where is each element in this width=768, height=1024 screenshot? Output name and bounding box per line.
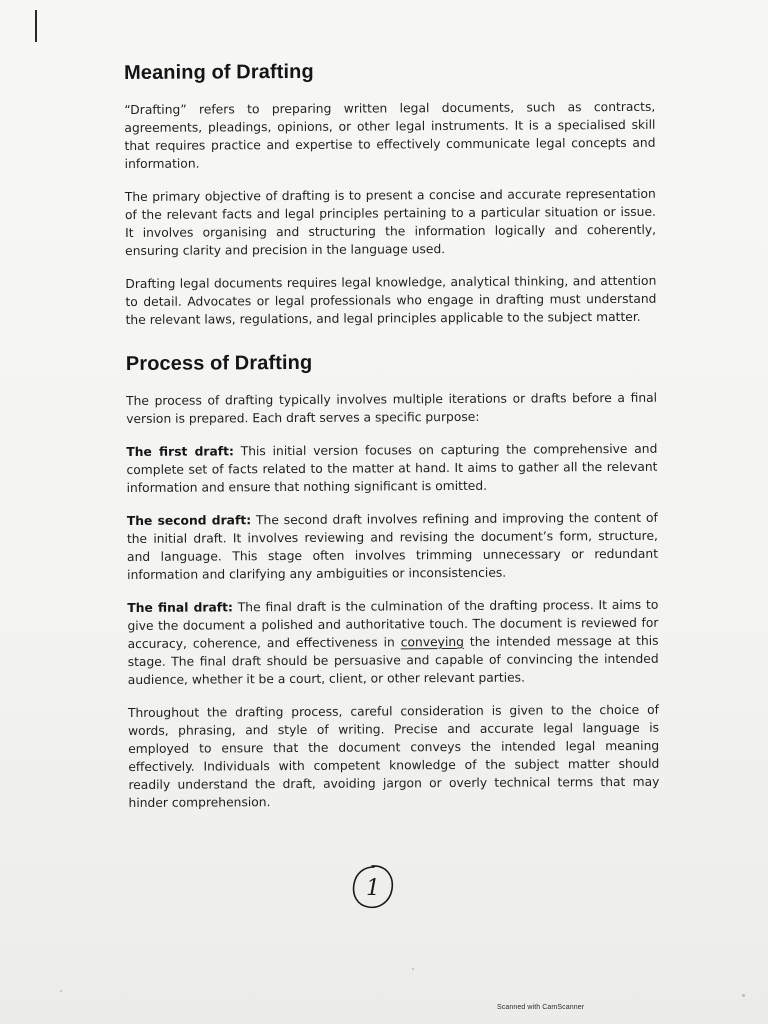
margin-pen-mark bbox=[35, 10, 37, 42]
final-draft-text-a: The final draft is the culmination of the drafting process. It aims to give the document a polished and authoritative touch. The document is reviewed for accuracy, coherence, and effectiveness in bbox=[127, 597, 659, 651]
paragraph-closing: Throughout the drafting process, careful consideration is given to the choice of words, phrasing, and style of writing. Precise and accurate legal language is employed to ensure that the document conveys the intended legal meaning effectively. Individuals with competent knowledge of the subject matter should readily understand the draft, avoiding jargon or overly technical terms that may hinder comprehension. bbox=[127, 702, 660, 810]
paragraph-second-draft bbox=[127, 509, 658, 584]
scan-speck bbox=[60, 990, 62, 992]
second-draft-text: The second draft involves refining and improving the content of the initial draft. It involves reviewing and revising the document’s form, structure, and language. This stage often involves trimming unnecessary or redundant information and clarifying any ambiguities or inconsistencies. bbox=[126, 510, 659, 582]
final-draft-label: The final draft: bbox=[127, 600, 233, 615]
final-draft-text-b: the intended message at this stage. The final draft should be persuasive and capable of convincing the intended audience, whether it be a court, client, or other relevant parties. bbox=[127, 633, 659, 687]
paragraph-final-draft bbox=[127, 596, 659, 689]
paragraph-requirements: Drafting legal documents requires legal knowledge, analytical thinking, and attention to detail. Advocates or legal professionals who engage in drafting must understand the relevant laws, regulations, and legal principles applicable to the subject matter. bbox=[125, 273, 657, 327]
first-draft-label: The first draft: bbox=[126, 444, 234, 459]
circled-number-icon bbox=[350, 862, 396, 912]
underlined-word: conveying bbox=[400, 634, 464, 650]
handwritten-page-number bbox=[350, 862, 396, 912]
paragraph-first-draft bbox=[126, 440, 657, 497]
paragraph-definition: “Drafting” refers to preparing written legal documents, such as contracts, agreements, pleadings, opinions, or other legal instruments. It is a specialised skill that requires practice and expertise to effectively communicate legal concepts and information. bbox=[124, 99, 656, 171]
paragraph-objective: The primary objective of drafting is to present a concise and accurate representation of the relevant facts and legal principles pertaining to a particular situation or issue. It involves organising and structuring the information logically and coherently, ensuring clarity and precision in the language used. bbox=[124, 186, 657, 258]
scan-speck bbox=[742, 994, 745, 997]
first-draft-text: This initial version focuses on capturing the comprehensive and complete set of facts related to the matter at hand. It aims to gather all the relevant information and ensure that nothing significant is omitted. bbox=[126, 441, 658, 495]
scanner-watermark: Scanned with CamScanner bbox=[497, 1004, 585, 1011]
page-number-text: 1 bbox=[366, 876, 380, 901]
paragraph-process-intro: The process of drafting typically involves multiple iterations or drafts before a final version is prepared. Each draft serves a specific purpose: bbox=[126, 390, 658, 426]
second-draft-label: The second draft: bbox=[126, 513, 252, 528]
heading-process-of-drafting: Process of Drafting bbox=[125, 351, 313, 375]
document-body bbox=[124, 59, 660, 827]
scan-speck bbox=[412, 968, 414, 970]
heading-meaning-of-drafting: Meaning of Drafting bbox=[124, 60, 314, 84]
